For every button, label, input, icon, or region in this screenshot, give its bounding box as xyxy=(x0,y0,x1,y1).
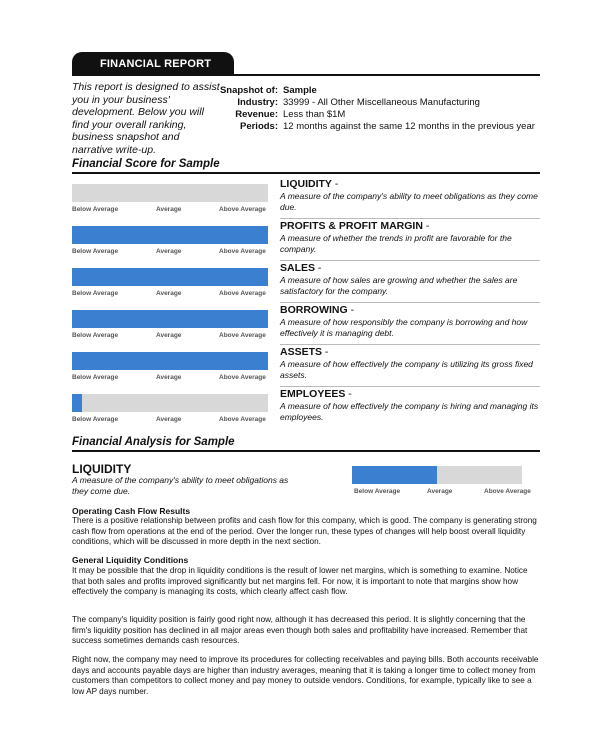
score-bar-track xyxy=(72,310,268,328)
scale-label-average: Average xyxy=(156,374,182,381)
scale-label-below: Below Average xyxy=(72,374,119,381)
gauge-label-above: Above Average xyxy=(484,488,531,495)
metric-dash: - xyxy=(422,220,430,232)
metric-title xyxy=(280,262,540,275)
metric-name: EMPLOYEES xyxy=(280,388,346,400)
scale-label-below: Below Average xyxy=(72,290,119,297)
scale-label-average: Average xyxy=(156,248,182,255)
score-bar-track xyxy=(72,352,268,370)
score-bar-track xyxy=(72,268,268,286)
score-section-title: Financial Score for Sample xyxy=(72,158,220,170)
metric-name: PROFITS & PROFIT MARGIN xyxy=(280,220,423,232)
metric-description: A measure of how sales are growing and whether the sales are satisfactory for the company. xyxy=(280,275,518,296)
score-bar-track xyxy=(72,394,268,412)
metric-separator xyxy=(280,302,540,303)
scale-label-above: Above Average xyxy=(219,290,266,297)
gauge-label-average: Average xyxy=(427,488,453,495)
metric-description: A measure of how responsibly the company is borrowing and how effectively it is managing debt. xyxy=(280,317,528,338)
metric-name: ASSETS xyxy=(280,346,323,358)
report-title: FINANCIAL REPORT xyxy=(100,58,212,70)
metric-dash: - xyxy=(315,262,322,274)
scale-label-above: Above Average xyxy=(219,416,266,423)
header-divider xyxy=(72,74,540,76)
metric-title xyxy=(280,220,540,233)
score-bar-fill xyxy=(72,310,268,328)
metric-title xyxy=(280,304,540,317)
snapshot-label: Snapshot of: xyxy=(219,85,278,96)
score-bar-fill xyxy=(72,394,82,412)
snapshot-value: 12 months against the same 12 months in the previous year xyxy=(283,121,535,132)
score-bar-fill xyxy=(72,268,268,286)
scale-label-average: Average xyxy=(156,290,182,297)
analysis-section-divider xyxy=(72,450,540,452)
scale-label-below: Below Average xyxy=(72,332,119,339)
general-liquidity-heading: General Liquidity Conditions xyxy=(72,555,189,565)
metric-description: A measure of how effectively the company is utilizing its gross fixed assets. xyxy=(280,359,533,380)
general-liquidity-text: It may be possible that the drop in liquidity conditions is the result of lower net margins, which is something to examine. Notice that both sales and profits improved significantly but net margins fell. For now, it is important to note that margins show how effectively the company is managing its costs, which clearly affect cash flow. xyxy=(72,566,528,596)
operating-cash-flow-text: There is a positive relationship between profits and cash flow for this company, which is good. The company is generating strong cash flow from operations at the end of the period. Over the longer run, these types of changes will help boost overall liquidity conditions, which will be discussed in more depth in the next section. xyxy=(72,516,537,546)
metric-dash: - xyxy=(345,388,352,400)
liquidity-position-text: The company's liquidity position is fairly good right now, although it has decreased this period. It is slightly concerning that the firm's liquidity position has declined in all major areas even though both sales and profitability have increased. Remember that success sometimes demands cash resources. xyxy=(72,615,528,645)
metric-name: BORROWING xyxy=(280,304,348,316)
analysis-section-title: Financial Analysis for Sample xyxy=(72,436,235,448)
metric-name: SALES xyxy=(280,262,316,274)
snapshot-value: 33999 - All Other Miscellaneous Manufacturing xyxy=(283,97,480,108)
metric-info xyxy=(280,304,540,338)
scale-label-average: Average xyxy=(156,416,182,423)
metric-title xyxy=(280,178,540,191)
metric-description: A measure of whether the trends in profit are favorable for the company. xyxy=(280,233,512,254)
snapshot-label: Revenue: xyxy=(235,109,278,120)
scale-label-below: Below Average xyxy=(72,248,119,255)
liquidity-heading: LIQUIDITY xyxy=(72,462,132,476)
report-header-tab xyxy=(72,52,234,76)
snapshot-label: Periods: xyxy=(239,121,278,132)
score-bar-fill xyxy=(72,352,268,370)
scale-label-above: Above Average xyxy=(219,206,266,213)
gauge-label-below: Below Average xyxy=(354,488,401,495)
operating-cash-flow-heading: Operating Cash Flow Results xyxy=(72,506,191,516)
snapshot-label: Industry: xyxy=(237,97,278,108)
snapshot-value: Less than $1M xyxy=(283,109,346,120)
scale-label-above: Above Average xyxy=(219,332,266,339)
scale-label-below: Below Average xyxy=(72,206,119,213)
metric-info xyxy=(280,388,540,422)
metric-separator xyxy=(280,344,540,345)
metric-info xyxy=(280,220,540,254)
metric-info xyxy=(280,346,540,380)
metric-description: A measure of the company's ability to meet obligations as they come due. xyxy=(280,191,538,212)
metric-dash: - xyxy=(322,346,329,358)
metric-separator xyxy=(280,386,540,387)
liquidity-gauge-track xyxy=(352,466,522,484)
intro-text: This report is designed to assist you in your business' development. Below you will find your overall ranking, business snapshot and narrative write-up. xyxy=(72,81,220,156)
metric-description: A measure of how effectively the company is hiring and managing its employees. xyxy=(280,401,539,422)
metric-separator xyxy=(280,260,540,261)
metric-info xyxy=(280,262,540,296)
score-section-divider xyxy=(72,172,540,174)
metric-title xyxy=(280,346,540,359)
scale-label-below: Below Average xyxy=(72,416,119,423)
snapshot-value: Sample xyxy=(283,85,317,96)
metric-separator xyxy=(280,218,540,219)
metric-dash: - xyxy=(347,304,355,316)
score-bar-track xyxy=(72,184,268,202)
scale-label-above: Above Average xyxy=(219,374,266,381)
score-bar-track xyxy=(72,226,268,244)
scale-label-average: Average xyxy=(156,206,182,213)
metric-title xyxy=(280,388,540,401)
liquidity-gauge-fill xyxy=(352,466,437,484)
liquidity-description: A measure of the company's ability to meet obligations as they come due. xyxy=(72,475,289,496)
scale-label-above: Above Average xyxy=(219,248,266,255)
metric-info xyxy=(280,178,540,212)
metric-name: LIQUIDITY xyxy=(280,178,332,190)
metric-dash: - xyxy=(331,178,339,190)
receivables-text: Right now, the company may need to improve its procedures for collecting receivables and paying bills. Both accounts receivable days and accounts payable days are higher than industry averages, meaning that it is taking a longer time to collect money from customers than competitors to collect money and pay money to outside vendors. Conditions, for example, typically like to see a low AP days number. xyxy=(72,655,539,696)
score-bar-fill xyxy=(72,226,268,244)
scale-label-average: Average xyxy=(156,332,182,339)
